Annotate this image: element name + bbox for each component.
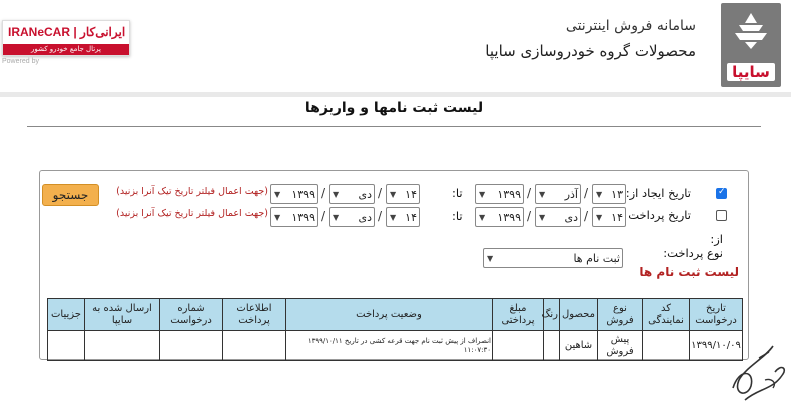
- payment-from-label: از:: [710, 232, 723, 246]
- creation-from-month-select[interactable]: ▼ آذر: [535, 184, 581, 204]
- chevron-down-icon: ▼: [479, 189, 486, 199]
- creation-from-day-select[interactable]: ▼ ۱۳: [592, 184, 626, 204]
- search-button[interactable]: جستجو: [42, 184, 99, 206]
- payment-date-label: تاریخ پرداخت: [628, 208, 691, 222]
- color-cell: [544, 331, 560, 361]
- request-number-cell: [160, 331, 223, 361]
- payment-to-month-select[interactable]: ▼ دی: [329, 207, 375, 227]
- chevron-down-icon: ▼: [274, 189, 281, 199]
- column-header: کد نمایندگی: [643, 299, 690, 331]
- table-row[interactable]: [48, 331, 743, 361]
- creation-to-label: تا:: [452, 186, 463, 200]
- date-separator: /: [527, 209, 532, 223]
- chevron-down-icon: ▼: [539, 212, 546, 222]
- creation-date-label: تاریخ ایجاد از:: [625, 186, 691, 200]
- chevron-down-icon: ▼: [596, 189, 603, 199]
- signature-watermark-icon: [725, 328, 791, 406]
- column-header: مبلغ پرداختی: [493, 299, 544, 331]
- payment-from-year-select[interactable]: ▼ ۱۳۹۹: [475, 207, 524, 227]
- date-separator: /: [527, 186, 532, 200]
- date-separator: /: [378, 186, 383, 200]
- column-header: جزییات: [48, 299, 85, 331]
- chevron-down-icon: ▼: [274, 212, 281, 222]
- brand-name: سایپا: [727, 63, 775, 81]
- site-subtitle: محصولات گروه خودروسازی سایپا: [485, 42, 696, 60]
- chevron-down-icon: ▼: [479, 212, 486, 222]
- table-header-row: [48, 299, 743, 331]
- chevron-down-icon: ▼: [333, 212, 340, 222]
- chevron-down-icon: ▼: [390, 212, 397, 222]
- powered-by-label: Powered by: [2, 58, 39, 65]
- column-header: ارسال شده به سایپا: [85, 299, 160, 331]
- creation-to-day-select[interactable]: ▼ ۱۴: [386, 184, 420, 204]
- column-header: رنگ: [544, 299, 560, 331]
- chevron-down-icon: ▼: [333, 189, 340, 199]
- date-separator: /: [321, 186, 326, 200]
- chevron-down-icon: ▼: [539, 189, 546, 199]
- column-header: اطلاعات پرداخت: [223, 299, 286, 331]
- column-header: تاریخ درخواست: [690, 299, 743, 331]
- payment-status-cell: انصراف از پیش ثبت نام جهت قرعه کشی در تاریخ ۱۳۹۹/۱۰/۱۱ ۱۱:۰۷:۳۰: [286, 331, 493, 361]
- creation-from-year-select[interactable]: ▼ ۱۳۹۹: [475, 184, 524, 204]
- chevron-down-icon: ▼: [487, 253, 494, 263]
- partner-tagline: پرتال جامع خودرو کشور: [3, 44, 129, 55]
- page-title: لیست ثبت نامها و واریزها: [304, 100, 484, 116]
- column-header: نوع فروش: [598, 299, 643, 331]
- payment-to-year-select[interactable]: ▼ ۱۳۹۹: [270, 207, 318, 227]
- payment-from-day-select[interactable]: ▼ ۱۴: [592, 207, 626, 227]
- product-cell: شاهین: [560, 331, 598, 361]
- column-header: محصول: [560, 299, 598, 331]
- saipa-emblem-icon: [731, 11, 771, 51]
- partner-logo[interactable]: [2, 20, 130, 56]
- date-separator: /: [584, 186, 589, 200]
- details-cell[interactable]: [48, 331, 85, 361]
- payment-date-checkbox[interactable]: [716, 210, 727, 221]
- title-divider: [27, 126, 761, 127]
- payment-type-select[interactable]: ▼ ثبت نام ها: [483, 248, 623, 268]
- agency-code-cell: [643, 331, 690, 361]
- chevron-down-icon: ▼: [390, 189, 397, 199]
- date-filter-hint: (جهت اعمال فیلتر تاریخ تیک آنرا بزنید): [116, 208, 268, 219]
- registrations-table: [47, 298, 743, 361]
- chevron-down-icon: ▼: [596, 212, 603, 222]
- sent-to-saipa-cell: [85, 331, 160, 361]
- site-header: [0, 0, 791, 92]
- sale-type-cell: پیش فروش: [598, 331, 643, 361]
- date-separator: /: [321, 209, 326, 223]
- partner-name: IRANeCAR | ایرانی‌کار: [8, 25, 126, 39]
- site-title: سامانه فروش اینترنتی: [565, 18, 696, 34]
- date-separator: /: [378, 209, 383, 223]
- creation-date-checkbox[interactable]: [716, 188, 727, 199]
- column-header: شماره درخواست: [160, 299, 223, 331]
- header-divider: [0, 92, 791, 97]
- payment-to-label: تا:: [452, 209, 463, 223]
- payment-from-month-select[interactable]: ▼ دی: [535, 207, 581, 227]
- date-separator: /: [584, 209, 589, 223]
- payment-to-day-select[interactable]: ▼ ۱۴: [386, 207, 420, 227]
- creation-to-month-select[interactable]: ▼ دی: [329, 184, 375, 204]
- request-date-cell: ۱۳۹۹/۱۰/۰۹: [690, 331, 743, 361]
- date-filter-hint: (جهت اعمال فیلتر تاریخ تیک آنرا بزنید): [116, 186, 268, 197]
- amount-cell: [493, 331, 544, 361]
- column-header: وضعیت پرداخت: [286, 299, 493, 331]
- saipa-logo-icon[interactable]: [721, 3, 781, 87]
- list-heading: لیست ثبت نام ها: [639, 265, 739, 279]
- creation-to-year-select[interactable]: ▼ ۱۳۹۹: [270, 184, 318, 204]
- payment-info-cell[interactable]: [223, 331, 286, 361]
- payment-type-label: نوع پرداخت:: [663, 246, 723, 260]
